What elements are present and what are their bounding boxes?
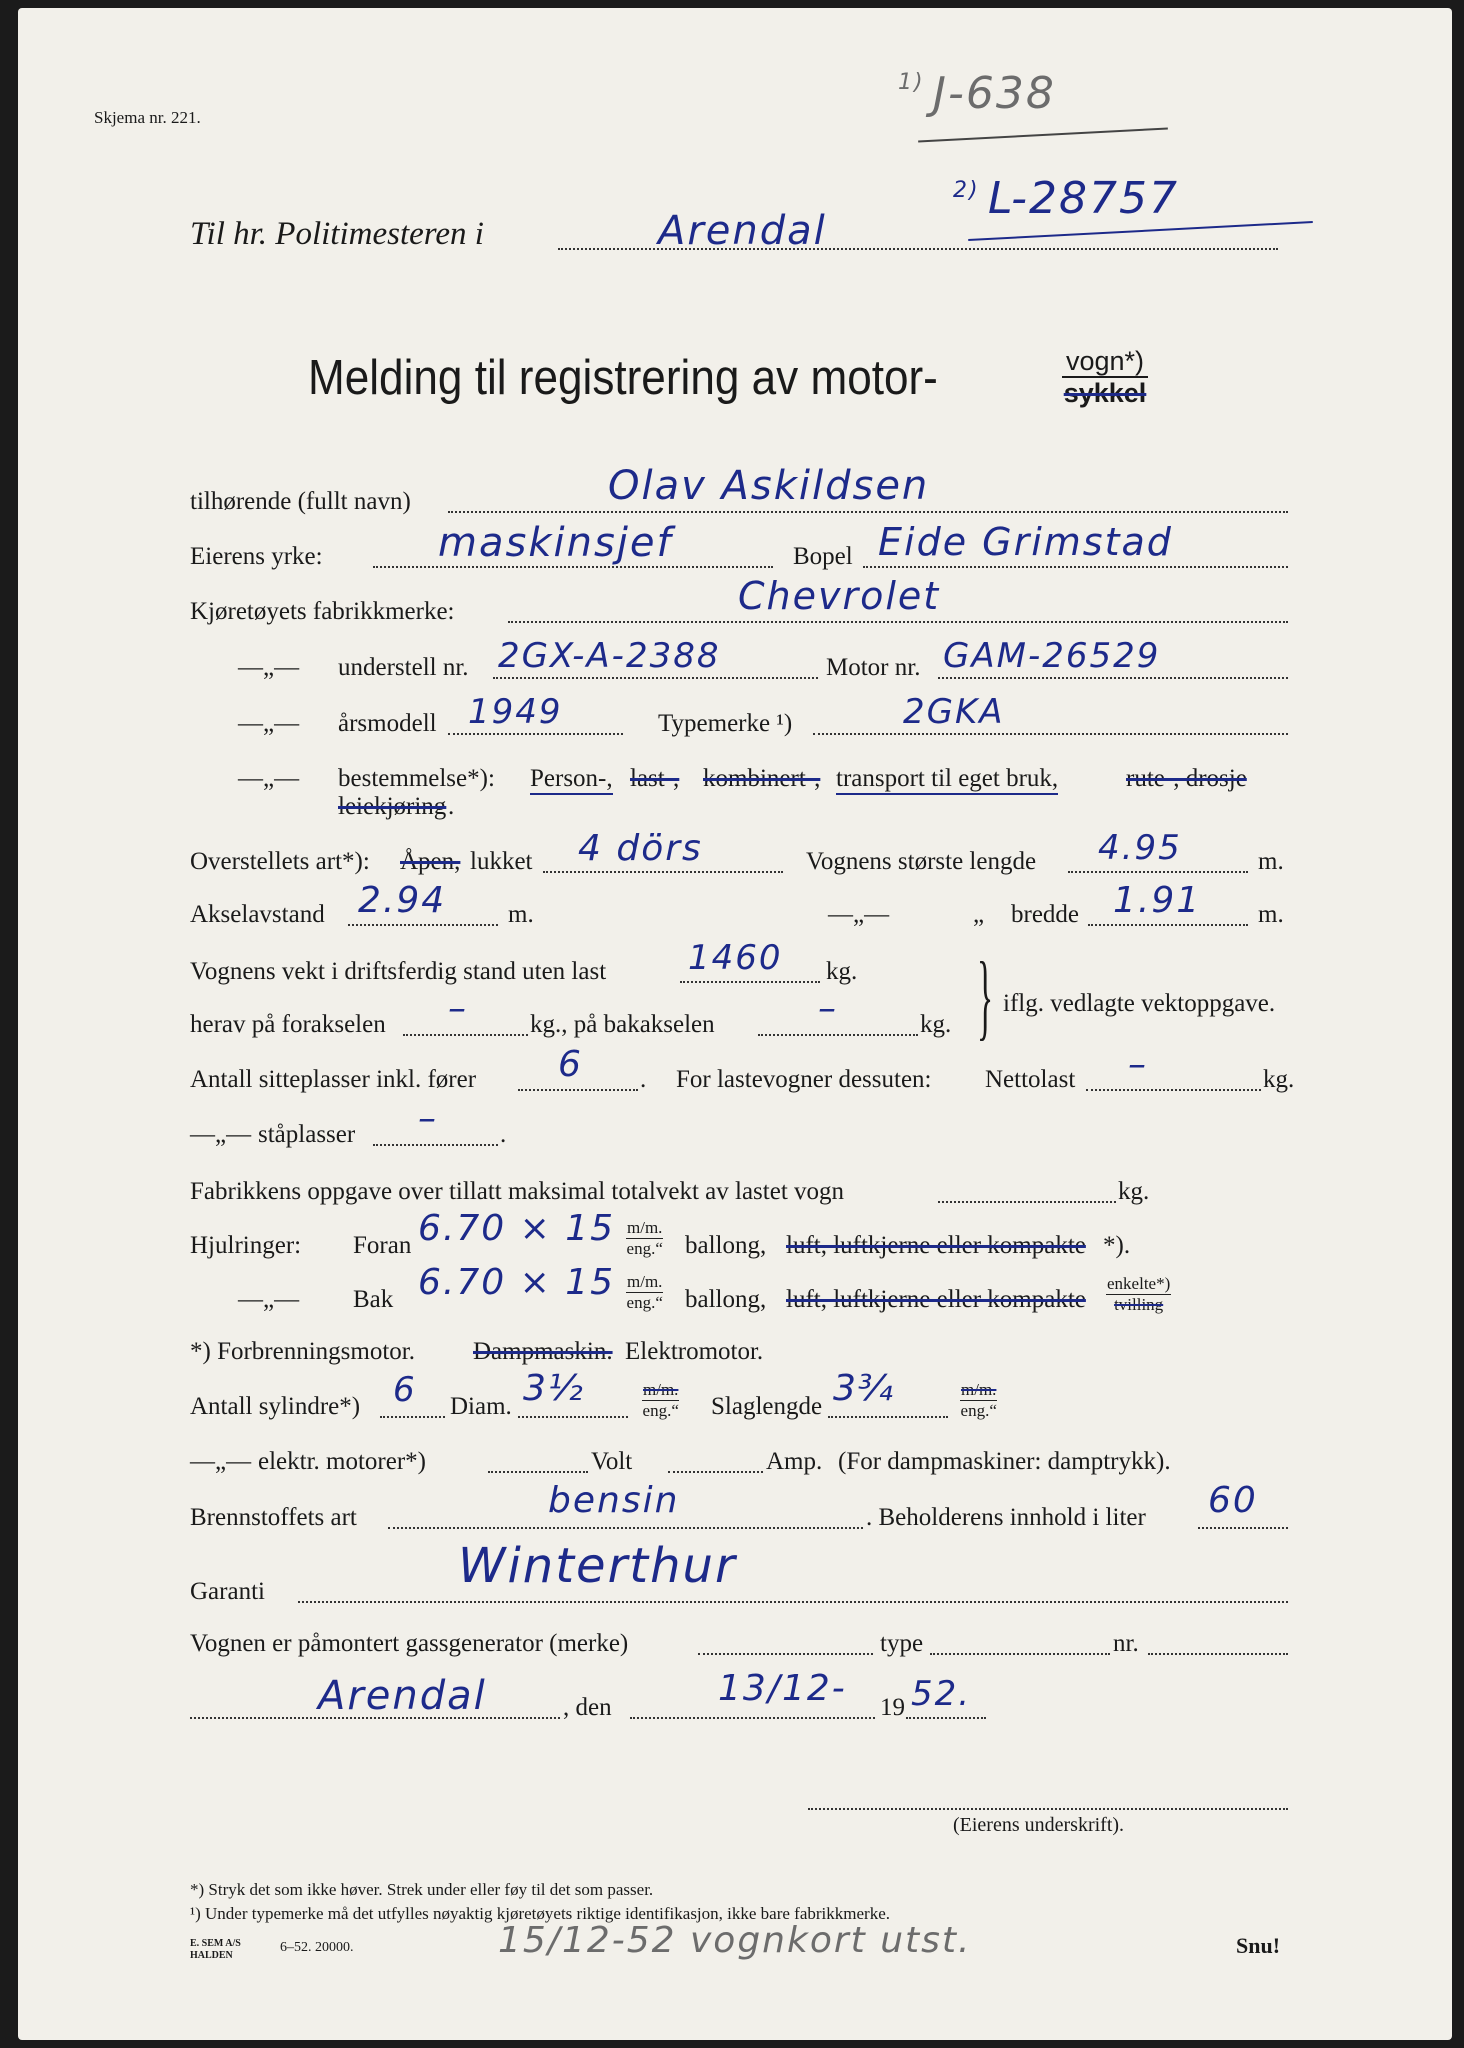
make-value: Chevrolet [738, 574, 941, 618]
chassis-value: 2GX-A-2388 [498, 636, 721, 676]
unit-mm: m/m. [961, 1380, 997, 1399]
cylinders-label: Antall sylindre*) [190, 1393, 361, 1420]
form-number: Skjema nr. 221. [94, 108, 201, 127]
purpose-label: bestemmelse*): [338, 765, 495, 792]
gas-type-label: type [880, 1630, 924, 1657]
net-load-value: – [1128, 1044, 1148, 1085]
owner-name: Olav Askildsen [608, 463, 930, 509]
rear-axle-line [758, 1034, 918, 1036]
signature-line [808, 1808, 1288, 1810]
weight-value: 1460 [688, 938, 783, 978]
type-value: 2GKA [903, 692, 1005, 732]
title-fraction [1062, 346, 1148, 408]
annotation-2: L-28757 [988, 173, 1179, 224]
diameter-value: 3½ [523, 1368, 585, 1409]
weight-reference: iflg. vedlagte vektoppgave. [1003, 990, 1276, 1017]
stroke-label: Slaglengde [711, 1393, 823, 1420]
residence-value: Eide Grimstad [878, 520, 1173, 564]
owner-name-line [448, 511, 1288, 513]
guarantee-value: Winterthur [458, 1538, 737, 1594]
residence-line [863, 566, 1288, 568]
gas-nr-line [1148, 1653, 1288, 1655]
motor-no-line [938, 677, 1288, 679]
unit-mm: m/m. [643, 1380, 679, 1399]
chassis-line [493, 677, 818, 679]
length-label: Vognens største lengde [806, 848, 1037, 875]
diameter-units [642, 1380, 679, 1421]
motor-no-label: Motor nr. [826, 654, 921, 681]
width-value: 1.91 [1113, 880, 1202, 921]
axle-value: 2.94 [358, 880, 447, 921]
tyres-rear-struck: luft, luftkjerne eller kompakte [786, 1286, 1086, 1313]
width-quote: „ [973, 901, 985, 928]
mount-twin: tvilling [1114, 1295, 1164, 1314]
residence-label: Bopel [793, 543, 853, 570]
body-line [543, 871, 783, 873]
rear-axle-label: kg., på bakakselen [530, 1011, 715, 1038]
electric-motors-label: elektr. motorer*) [258, 1448, 426, 1475]
unit-mm: m/m. [627, 1218, 663, 1237]
motor-no-value: GAM-26529 [943, 636, 1161, 676]
tyres-front-units [626, 1218, 663, 1259]
tyres-label: Hjulringer: [190, 1232, 302, 1259]
volt-line [668, 1471, 763, 1473]
date-century: 19 [880, 1694, 905, 1721]
standing-label: ståplasser [258, 1121, 356, 1148]
occupation-value: maskinsjef [438, 520, 673, 566]
purpose-route: rute-, drosje [1126, 765, 1247, 792]
seats-dot: . [640, 1066, 647, 1093]
unit-eng: eng.“ [960, 1401, 997, 1420]
tyres-rear-units [626, 1272, 663, 1313]
motor-kind-electric: Elektromotor. [625, 1338, 764, 1365]
stroke-value: 3¾ [833, 1368, 895, 1409]
motor-kinds-prefix: *) Forbrenningsmotor. [190, 1338, 415, 1365]
date-day: 13/12- [718, 1668, 847, 1709]
fuel-value: bensin [548, 1480, 680, 1521]
type-label: Typemerke ¹) [658, 710, 793, 737]
bottom-note: 15/12-52 vognkort utst. [498, 1920, 972, 1961]
gas-type-line [930, 1653, 1110, 1655]
form-page [18, 8, 1452, 2040]
volt-label: Volt [591, 1448, 633, 1475]
seats-value: 6 [558, 1044, 583, 1085]
body-label: Overstellets art*): [190, 848, 370, 875]
standing-value: – [418, 1098, 438, 1139]
purpose-combined: kombinert-, [703, 765, 821, 792]
motor-kind-steam: Dampmaskin. [473, 1338, 613, 1365]
make-label: Kjøretøyets fabrikkmerke: [190, 598, 455, 625]
front-axle-value: – [448, 988, 468, 1029]
rear-axle-unit: kg. [920, 1011, 952, 1038]
weight-brace: } [976, 942, 994, 1049]
tank-line [1198, 1527, 1288, 1529]
place-value: Arendal [318, 1673, 487, 1719]
date-den: , den [563, 1694, 612, 1721]
width-line [1088, 924, 1248, 926]
annotation-2-prefix: 2) [953, 178, 980, 203]
cargo-label: For lastevogner dessuten: [676, 1066, 932, 1093]
tyres-front-value: 6.70 × 15 [418, 1208, 616, 1249]
standing-dot: . [500, 1121, 507, 1148]
tyres-front-label: Foran [353, 1232, 412, 1259]
tyres-rear-value: 6.70 × 15 [418, 1262, 616, 1303]
print-code: 6–52. 20000. [280, 1940, 354, 1955]
front-axle-label: herav på forakselen [190, 1011, 386, 1038]
seats-line [518, 1089, 638, 1091]
ditto-mark: —„— [190, 1448, 252, 1475]
tank-value: 60 [1208, 1480, 1258, 1521]
steam-pressure-note: (For dampmaskiner: damptrykk). [838, 1448, 1171, 1475]
width-label: bredde [1011, 901, 1080, 928]
year-label: årsmodell [338, 710, 437, 737]
annotation-1-underline [918, 127, 1168, 142]
date-year: 52. [911, 1674, 972, 1714]
ditto-mark: —„— [238, 1286, 300, 1313]
weight-label: Vognens vekt i driftsferdig stand uten last [190, 958, 607, 985]
tyres-rear-ballong: ballong, [685, 1286, 767, 1313]
gas-generator-label: Vognen er påmontert gassgenerator (merke) [190, 1630, 629, 1657]
unit-eng: eng.“ [626, 1293, 663, 1312]
guarantee-label: Garanti [190, 1578, 265, 1605]
cylinders-value: 6 [393, 1370, 417, 1410]
guarantee-line [298, 1601, 1288, 1603]
ditto-mark: —„— [238, 710, 300, 737]
annotation-1: J-638 [933, 68, 1056, 119]
make-line [508, 621, 1288, 623]
turn-over-note: Snu! [1236, 1933, 1281, 1958]
purpose-hire: leiekjøring [338, 793, 447, 820]
axle-line [348, 924, 498, 926]
ditto-mark: —„— [190, 1121, 252, 1148]
addressee-value: Arendal [658, 208, 827, 254]
fuel-label: Brennstoffets art [190, 1504, 357, 1531]
type-line [813, 733, 1288, 735]
seats-label: Antall sitteplasser inkl. fører [190, 1066, 477, 1093]
year-line [906, 1717, 986, 1719]
mount-single: enkelte*) [1107, 1274, 1171, 1293]
body-closed: lukket [470, 848, 533, 875]
front-axle-line [403, 1034, 528, 1036]
weight-unit: kg. [826, 958, 858, 985]
body-open: Åpen, [400, 848, 461, 875]
length-line [1068, 871, 1248, 873]
tyres-front-struck: luft, luftkjerne eller kompakte [786, 1232, 1086, 1259]
electric-motors-line [488, 1471, 588, 1473]
length-value: 4.95 [1098, 828, 1182, 868]
year-value: 1949 [468, 692, 563, 732]
unit-mm: m/m. [627, 1272, 663, 1291]
net-load-unit: kg. [1263, 1066, 1295, 1093]
tank-label: . Beholderens innhold i liter [866, 1504, 1146, 1531]
unit-eng: eng.“ [642, 1401, 679, 1420]
owner-name-label: tilhørende (fullt navn) [190, 488, 411, 515]
ditto-mark: —„— [238, 765, 300, 792]
date-line [630, 1717, 875, 1719]
occupation-line [373, 566, 773, 568]
purpose-last: last-, [630, 765, 680, 792]
footnote-2: ¹) Under typemerke må det utfylles nøyaktig kjøretøyets riktige identifikasjon, ikke bare fabrikkmerke. [190, 1904, 890, 1923]
max-weight-unit: kg. [1118, 1178, 1150, 1205]
stroke-line [828, 1416, 948, 1418]
amp-label: Amp. [766, 1448, 823, 1475]
weight-line [680, 981, 820, 983]
printer-name: E. SEM A/S [190, 1938, 241, 1949]
ditto-mark: —„— [238, 654, 300, 681]
tyres-rear-mounting [1106, 1274, 1171, 1315]
printer-city: HALDEN [190, 1950, 233, 1961]
rear-axle-value: – [818, 988, 838, 1029]
footnote-1: *) Stryk det som ikke høver. Strek under eller føy til det som passer. [190, 1880, 654, 1899]
tyres-front-ballong: ballong, [685, 1232, 767, 1259]
occupation-label: Eierens yrke: [190, 543, 323, 570]
purpose-end: . [448, 793, 455, 820]
ditto-mark: —„— [828, 901, 890, 928]
chassis-label: understell nr. [338, 654, 469, 681]
gas-nr-label: nr. [1113, 1630, 1139, 1657]
addressee-label: Til hr. Politimesteren i [190, 216, 484, 252]
purpose-person: Person-, [530, 765, 613, 795]
standing-line [373, 1144, 498, 1146]
max-weight-label: Fabrikkens oppgave over tillatt maksimal totalvekt av lastet vogn [190, 1178, 845, 1205]
tyres-rear-label: Bak [353, 1286, 394, 1313]
diameter-line [518, 1416, 628, 1418]
year-line [448, 733, 623, 735]
fuel-line [388, 1527, 863, 1529]
axle-unit: m. [508, 901, 534, 928]
printer-mark [190, 1938, 241, 1962]
stroke-units [960, 1380, 997, 1421]
signature-caption: (Eierens underskrift). [953, 1814, 1125, 1836]
max-weight-line [938, 1201, 1116, 1203]
title-sykkel: sykkel [1063, 378, 1147, 408]
net-load-line [1086, 1089, 1261, 1091]
purpose-transport: transport til eget bruk, [836, 765, 1058, 795]
diameter-label: Diam. [450, 1393, 512, 1420]
form-title: Melding til registrering av motor- [308, 351, 938, 405]
cylinders-line [380, 1416, 445, 1418]
body-value: 4 dörs [578, 828, 703, 869]
axle-label: Akselavstand [190, 901, 325, 928]
annotation-1-prefix: 1) [898, 70, 925, 95]
net-load-label: Nettolast [985, 1066, 1076, 1093]
tyres-front-end: *). [1103, 1232, 1131, 1259]
width-unit: m. [1258, 901, 1284, 928]
unit-eng: eng.“ [626, 1239, 663, 1258]
title-vogn: vogn*) [1062, 346, 1148, 378]
gas-generator-line [698, 1653, 873, 1655]
length-unit: m. [1258, 848, 1284, 875]
